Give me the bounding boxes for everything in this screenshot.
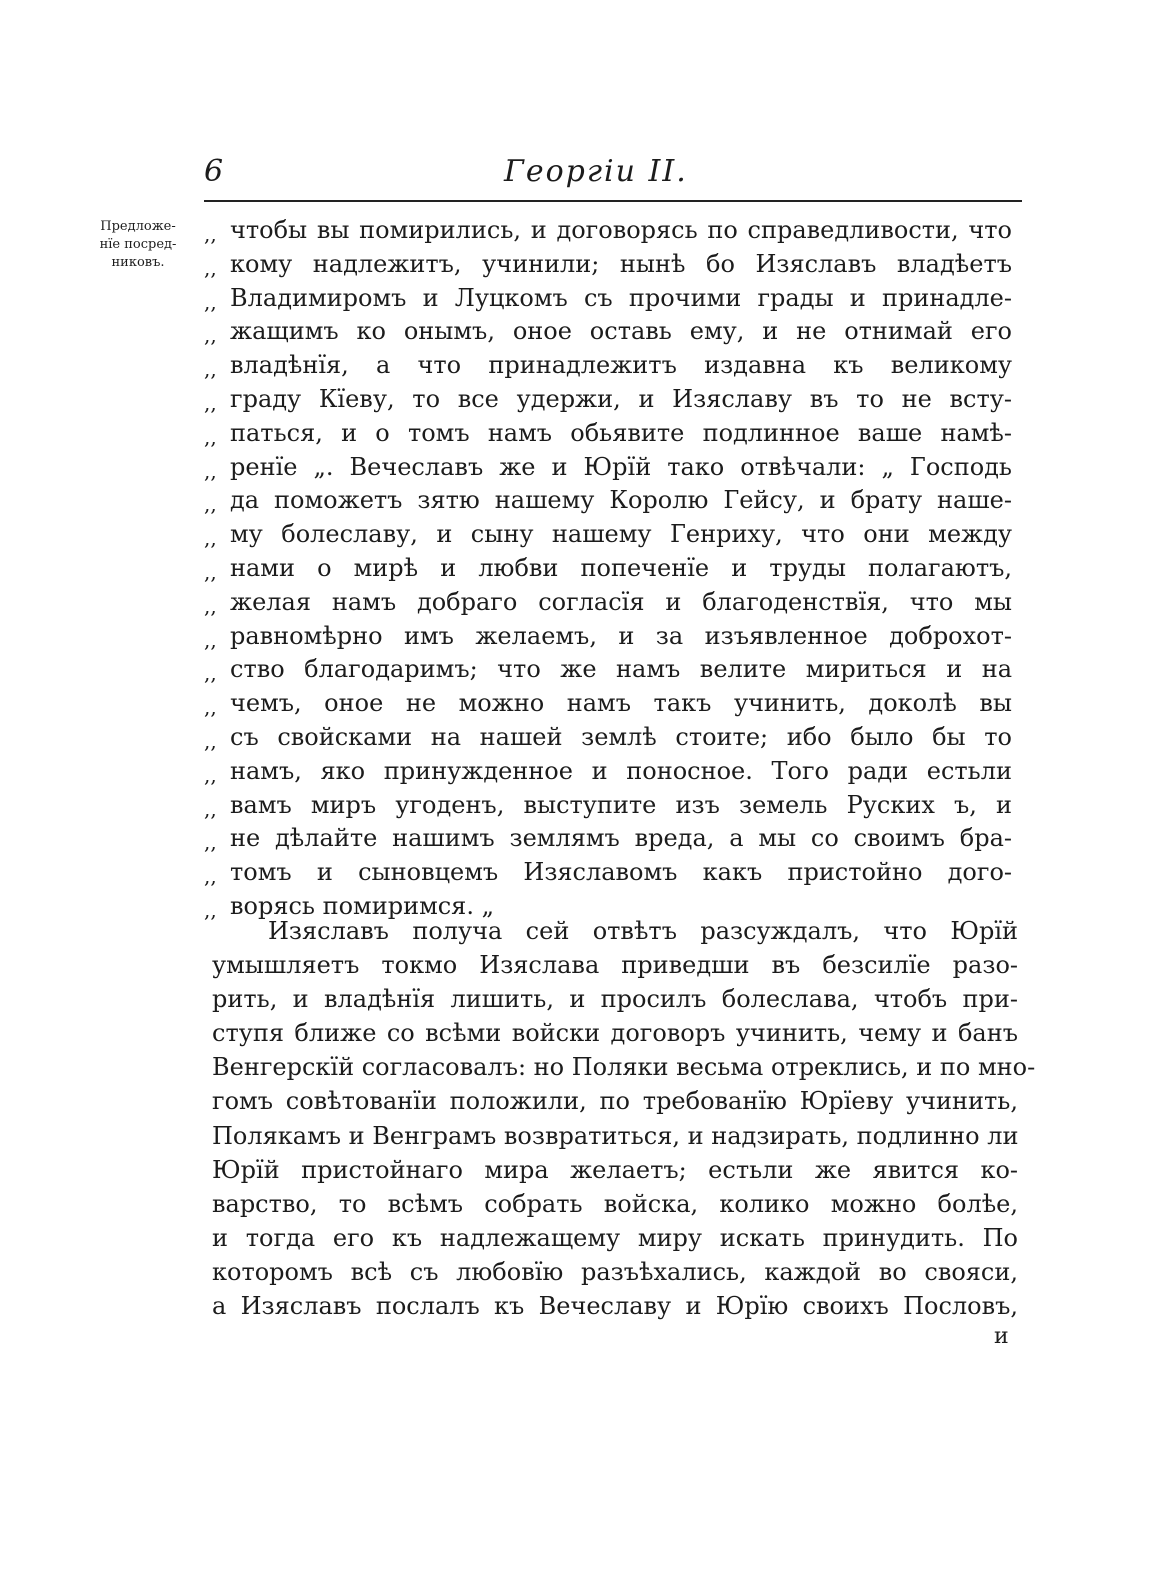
quote-line <box>204 248 1022 282</box>
paragraph-line: а Изяславъ послалъ къ Вечеславу и Юрїю своихъ Пословъ, <box>212 1292 1018 1321</box>
paragraph-line: которомъ всѣ съ любовїю разъѣхались, каждой во свояси, <box>212 1257 1018 1286</box>
paragraph-line: рить, и владѣнїя лишить, и просилъ болеслава, чтобъ при- <box>212 985 1018 1014</box>
quote-line <box>204 282 1022 316</box>
catchword: и <box>994 1324 1009 1349</box>
margin-note-line: нїе посред- <box>99 237 177 252</box>
quote-line-text: съ свойсками на нашей землѣ стоите; ибо было бы то <box>230 722 1012 751</box>
quote-line <box>204 822 1022 856</box>
quote-line-text: нами о мирѣ и любви попеченїе и труды полагаютъ, <box>230 553 1012 582</box>
margin-note-line: никовъ. <box>111 255 165 270</box>
paragraph-line: гомъ совѣтованїи положили, по требованїю Юрїеву учинить, <box>212 1087 1018 1116</box>
quote-line <box>204 451 1022 485</box>
quote-mark: ,, <box>204 255 217 280</box>
paragraph-line: варство, то всѣмъ собрать войска, колико можно болѣе, <box>212 1189 1018 1218</box>
quote-line-text: намъ, яко принужденное и поносное. Того ради естьли <box>230 756 1012 785</box>
quote-mark: ,, <box>204 424 217 449</box>
quote-mark: ,, <box>204 593 217 618</box>
quote-mark: ,, <box>204 762 217 787</box>
quote-line-text: Владимиромъ и Луцкомъ съ прочими грады и принадле- <box>230 283 1012 312</box>
quote-line <box>204 620 1022 654</box>
margin-note <box>82 218 194 272</box>
quote-line-text: желая намъ добраго согласїя и благоденствїя, что мы <box>230 587 1012 616</box>
paragraph-line: Полякамъ и Венграмъ возвратиться, и надзирать, подлинно ли <box>212 1121 1019 1150</box>
quote-mark: ,, <box>204 728 217 753</box>
quote-line-text: му болеславу, и сыну нашему Генриху, что они между <box>230 520 1012 549</box>
quote-line <box>204 789 1022 823</box>
quoted-speech-block <box>204 214 1022 924</box>
quote-line <box>204 586 1022 620</box>
body-paragraph <box>212 914 1036 1323</box>
quote-line <box>204 856 1022 890</box>
quote-line-text: ренїе „. Вечеславъ же и Юрїй тако отвѣчали: „ Господь <box>230 452 1012 481</box>
running-title: Георгiи II. <box>504 154 688 189</box>
quote-line <box>204 214 1022 248</box>
quote-line <box>204 383 1022 417</box>
paragraph-line: Венгерскїй согласовалъ: но Поляки весьма отреклись, и по мно- <box>212 1053 1036 1082</box>
quote-mark: ,, <box>204 357 217 382</box>
quote-mark: ,, <box>204 289 217 314</box>
quote-line <box>204 349 1022 383</box>
paragraph-line: и тогда его къ надлежащему миру искать принудить. По <box>212 1223 1018 1252</box>
page-number: 6 <box>204 154 224 189</box>
quote-line-text: равномѣрно имъ желаемъ, и за изъявленное доброхот- <box>230 621 1012 650</box>
quote-line-text: жащимъ ко онымъ, оное оставь ему, и не отнимай его <box>230 317 1012 346</box>
quote-mark: ,, <box>204 559 217 584</box>
quote-line <box>204 653 1022 687</box>
quote-line-text: чемъ, оное не можно намъ такъ учинить, доколѣ вы <box>230 689 1012 718</box>
quote-mark: ,, <box>204 864 217 889</box>
quote-mark: ,, <box>204 661 217 686</box>
page-header <box>204 152 1022 192</box>
quote-mark: ,, <box>204 458 217 483</box>
quote-line <box>204 518 1022 552</box>
quote-line-text: да поможетъ зятю нашему Королю Гейсу, и брату наше- <box>230 486 1012 515</box>
quote-line-text: ство благодаримъ; что же намъ велите мириться и на <box>230 655 1012 684</box>
quote-line <box>204 417 1022 451</box>
quote-line <box>204 687 1022 721</box>
paragraph-line: Юрїй пристойнаго мира желаетъ; естьли же явится ко- <box>212 1155 1018 1184</box>
quote-line-text: владѣнїя, а что принадлежитъ издавна къ великому <box>230 351 1012 380</box>
quote-line <box>204 755 1022 789</box>
quote-line <box>204 484 1022 518</box>
quote-line-text: чтобы вы помирились, и договорясь по справедливости, что <box>230 216 1012 244</box>
paragraph-line: ступя ближе со всѣми войски договоръ учинить, чему и банъ <box>212 1019 1018 1048</box>
quote-line <box>204 721 1022 755</box>
quote-line-text: не дѣлайте нашимъ землямъ вреда, а мы со своимъ бра- <box>230 824 1012 853</box>
paragraph-line: умышляетъ токмо Изяслава приведши въ безсилїе разо- <box>212 951 1018 980</box>
quote-mark: ,, <box>204 695 217 720</box>
quote-line-text: паться, и о томъ намъ обьявите подлинное ваше намѣ- <box>230 418 1012 447</box>
quote-line-text: ворясь помиримся. „ <box>230 891 495 920</box>
quote-mark: ,, <box>204 222 217 246</box>
quote-line <box>204 315 1022 349</box>
quote-mark: ,, <box>204 897 217 922</box>
paragraph-line: Изяславъ получа сей отвѣтъ разсуждалъ, что Юрїй <box>268 917 1018 945</box>
quote-mark: ,, <box>204 830 217 855</box>
margin-note-line: Предложе- <box>100 219 176 234</box>
quote-mark: ,, <box>204 796 217 821</box>
quote-mark: ,, <box>204 492 217 517</box>
quote-mark: ,, <box>204 323 217 348</box>
quote-mark: ,, <box>204 627 217 652</box>
quote-mark: ,, <box>204 390 217 415</box>
quote-line-text: граду Кїеву, то все удержи, и Изяславу въ то не всту- <box>230 384 1012 413</box>
quote-line <box>204 552 1022 586</box>
quote-line-text: томъ и сыновцемъ Изяславомъ какъ пристойно дого- <box>230 858 1012 887</box>
quote-line-text: кому надлежитъ, учинили; нынѣ бо Изяславъ владѣетъ <box>230 249 1012 278</box>
quote-line-text: вамъ миръ угоденъ, выступите изъ земель Руских ъ, и <box>230 790 1012 819</box>
quote-mark: ,, <box>204 526 217 551</box>
header-rule <box>204 200 1022 202</box>
